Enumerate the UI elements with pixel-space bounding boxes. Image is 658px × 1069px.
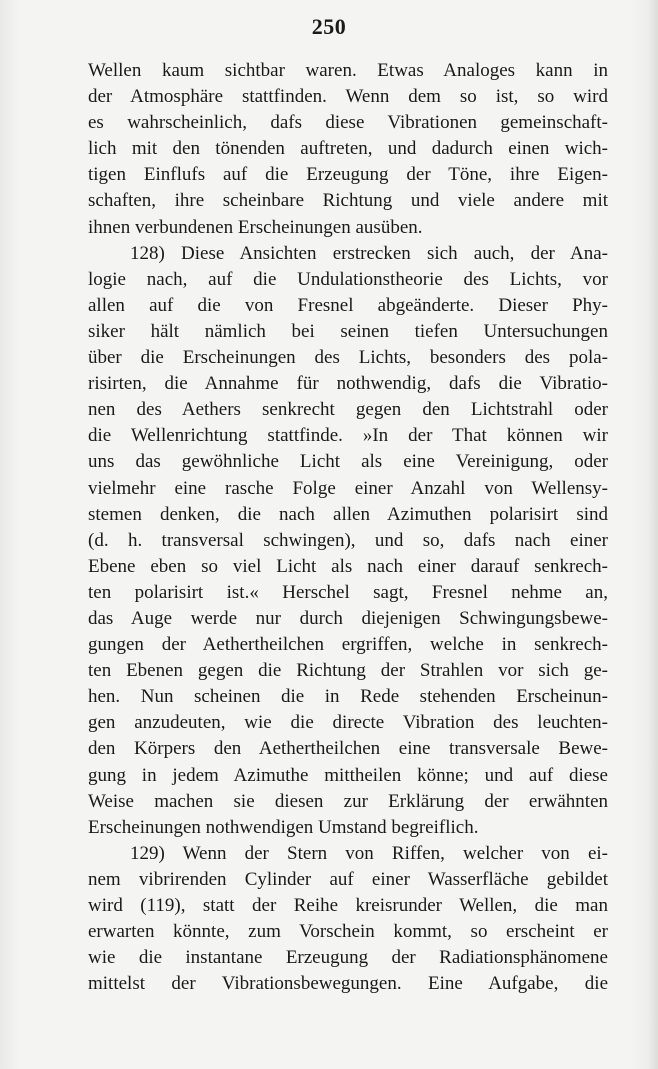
page-number: 250 — [311, 14, 347, 39]
text-line: es wahrscheinlich, dafs diese Vibrationen gemeinschaft- — [88, 112, 608, 134]
text-line: nen des Aethers senkrecht gegen den Lichtstrahl oder — [88, 399, 608, 421]
paragraph-end-line: ihnen verbundenen Erscheinungen ausüben. — [88, 216, 423, 238]
text-line: über die Erscheinungen des Lichts, besonders des pola- — [88, 347, 608, 369]
text-line: risirten, die Annahme für nothwendig, dafs die Vibratio- — [88, 373, 608, 395]
text-line: der Atmosphäre stattfinden. Wenn dem so ist, so wird — [88, 86, 608, 108]
text-line: ten Ebenen gegen die Richtung der Strahlen vor sich ge- — [88, 660, 608, 682]
text-line: lich mit den tönenden auftreten, und dadurch einen wich- — [88, 138, 608, 160]
text-line: Ebene eben so viel Licht als nach einer darauf senkrech- — [88, 555, 608, 577]
text-line: logie nach, auf die Undulationstheorie des Lichts, vor — [88, 268, 608, 290]
text-line: gung in jedem Azimuthe mittheilen könne; und auf diese — [88, 764, 608, 786]
text-line: das Auge werde nur durch diejenigen Schwingungsbewe- — [88, 607, 608, 629]
text-line: tigen Einflufs auf die Erzeugung der Töne, ihre Eigen- — [88, 164, 608, 186]
paragraph-129-start: 129) Wenn der Stern von Riffen, welcher von ei- — [130, 842, 608, 864]
text-line: mittelst der Vibrationsbewegungen. Eine Aufgabe, die — [88, 973, 608, 995]
text-line: stemen denken, die nach allen Azimuthen polarisirt sind — [88, 503, 608, 525]
text-line: erwarten könnte, zum Vorschein kommt, so erscheint er — [88, 921, 608, 943]
paragraph-end-line: Erscheinungen nothwendigen Umstand begreiflich. — [88, 816, 479, 838]
paragraph-128-start: 128) Diese Ansichten erstrecken sich auch, der Ana- — [130, 242, 608, 264]
text-line: wird (119), statt der Reihe kreisrunder Wellen, die man — [88, 895, 608, 916]
text-line: vielmehr eine rasche Folge einer Anzahl von Wellensy- — [88, 477, 608, 499]
text-line: Weise machen sie diesen zur Erklärung der erwähnten — [88, 790, 608, 812]
page-edge-shadow — [648, 0, 658, 1069]
text-line: wie die instantane Erzeugung der Radiationsphänomene — [88, 947, 608, 969]
text-line: siker hält nämlich bei seinen tiefen Untersuchungen — [88, 320, 608, 342]
text-line: gungen der Aethertheilchen ergriffen, welche in senkrech- — [88, 634, 608, 656]
body-text — [88, 58, 608, 997]
text-line: den Körpers den Aethertheilchen eine transversale Bewe- — [88, 738, 608, 760]
text-line: Wellen kaum sichtbar waren. Etwas Analoges kann in — [88, 60, 608, 81]
text-line: allen auf die von Fresnel abgeänderte. Dieser Phy- — [88, 294, 608, 316]
text-line: gen anzudeuten, wie die directe Vibration des leuchten- — [88, 712, 608, 734]
text-line: ten polarisirt ist.« Herschel sagt, Fresnel nehme an, — [88, 581, 608, 603]
text-line: uns das gewöhnliche Licht als eine Vereinigung, oder — [88, 451, 608, 473]
text-line: schaften, ihre scheinbare Richtung und viele andere mit — [88, 190, 608, 212]
text-line: nem vibrirenden Cylinder auf einer Wasserfläche gebildet — [88, 868, 608, 890]
text-line: hen. Nun scheinen die in Rede stehenden Erscheinun- — [88, 686, 608, 708]
text-line: (d. h. transversal schwingen), und so, dafs nach einer — [88, 529, 608, 551]
text-line: die Wellenrichtung stattfinde. »In der That können wir — [88, 425, 608, 447]
